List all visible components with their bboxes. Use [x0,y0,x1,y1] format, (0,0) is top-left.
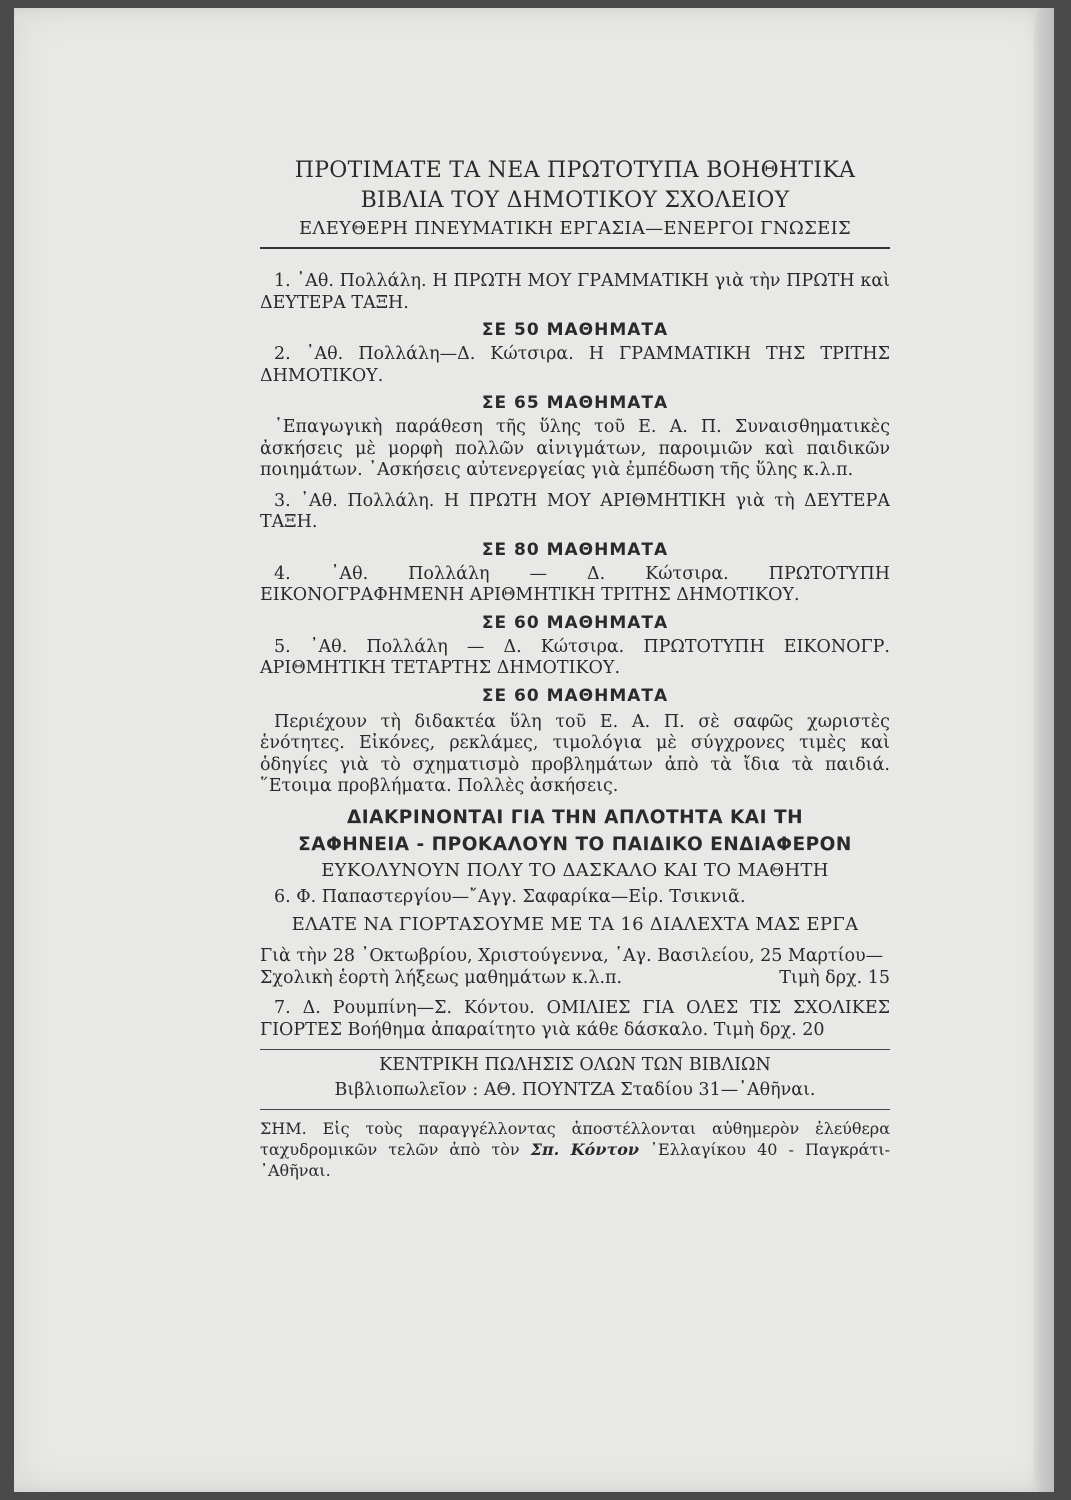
promo-line-1: ΔΙΑΚΡΙΝΟΝΤΑΙ ΓΙΑ ΤΗΝ ΑΠΛΟΤΗΤΑ ΚΑΙ ΤΗ [346,806,804,828]
book-6-authors: 6. Φ. Παπαστεργίου—῎Αγγ. Σαφαρίκα—Εἰρ. Τσικνιᾶ. [274,886,746,907]
note-address: ῾Ελλαγίκου 40 - Παγκράτι- ᾿Αθῆναι. [260,1140,891,1180]
lessons-1: ΣΕ 50 ΜΑΘΗΜΑΤΑ [481,320,669,340]
book-5-description: Περιέχουν τὴ διδακτέα ὕλη τοῦ Ε. Α. Π. σὲ σαφῶς χωριστὲς ἑνότητες. Εἰκόνες, ρεκλάμες, τιμολόγια μὲ σύγχρονες τιμὲς καὶ ὁδηγίες γιὰ τὸ σχηματισμὸ προβλημάτων ἀπὸ τὰ ἴδια τὰ παιδιά. ῞Ετοιμα προβλήματα. Πολλὲς ἀσκήσεις. [260,711,890,796]
promo-line-3: ΕΥΚΟΛΥΝΟΥΝ ΠΟΛΥ ΤΟ ΔΑΣΚΑΛΟ ΚΑΙ ΤΟ ΜΑΘΗΤΗ [321,859,829,881]
promo-line-2: ΣΑΦΗΝΕΙΑ - ΠΡΟΚΑΛΟΥΝ ΤΟ ΠΑΙΔΙΚΟ ΕΝΔΙΑΦΕΡΟΝ [298,833,852,855]
book-2-description: ᾿Επαγωγικὴ παράθεση τῆς ὕλης τοῦ Ε. Α. Π. Συναισθηματικὲς ἀσκήσεις μὲ μορφὴ πολλῶν αἰνιγμάτων, παροιμιῶν καὶ παιδικῶν ποιημάτων. ᾿Ασκήσεις αὐτενεργείας γιὰ ἐμπέδωση τῆς ὕλης κ.λ.π. [260,417,890,480]
book-6-price: Τιμὴ δρχ. 15 [779,967,890,988]
book-7: 7. Δ. Ρουμπίνη—Σ. Κόντου. ΟΜΙΛΙΕΣ ΓΙΑ ΟΛΕΣ ΤΙΣ ΣΧΟΛΙΚΕΣ ΓΙΟΡΤΕΣ Βοήθημα ἀπαραίτητο γιὰ κάθε δάσκαλο. Τιμὴ δρχ. 20 [260,998,890,1040]
header-line-3: ΕΛΕΥΘΕΡΗ ΠΝΕΥΜΑΤΙΚΗ ΕΡΓΑΣΙΑ—ΕΝΕΡΓΟΙ ΓΝΩΣΕΙΣ [298,218,852,239]
page-sheet [14,8,1054,1492]
book-4: 4. ᾿Αθ. Πολλάλη — Δ. Κώτσιρα. ΠΡΩΤΟΤΥΠΗ ΕΙΚΟΝΟΓΡΑΦΗΜΕΝΗ ΑΡΙΘΜΗΤΙΚΗ ΤΡΙΤΗΣ ΔΗΜΟΤΙΚΟΥ. [260,563,890,605]
note [260,1118,890,1181]
header-line-1: ΠΡΟΤΙΜΑΤΕ ΤΑ ΝΕΑ ΠΡΩΤΟΤΥΠΑ ΒΟΗΘΗΤΙΚΑ [294,158,856,183]
book-5: 5. ᾿Αθ. Πολλάλη — Δ. Κώτσιρα. ΠΡΩΤΟΤΥΠΗ ΕΙΚΟΝΟΓΡ. ΑΡΙΘΜΗΤΙΚΗ ΤΕΤΑΡΤΗΣ ΔΗΜΟΤΙΚΟΥ. [260,636,890,678]
book-6-description: Γιὰ τὴν 28 ᾿Οκτωβρίου, Χριστούγεννα, ῾Αγ. Βασιλείου, 25 Μαρτίου— [260,946,884,966]
note-rule [260,1109,890,1110]
book-1: 1. ᾿Αθ. Πολλάλη. Η ΠΡΩΤΗ ΜΟΥ ΓΡΑΜΜΑΤΙΚΗ γιὰ τὴν ΠΡΩΤΗ καὶ ΔΕΥΤΕΡΑ ΤΑΞΗ. [260,271,890,313]
sales-rule [260,1049,890,1050]
lessons-4: ΣΕ 60 ΜΑΘΗΜΑΤΑ [481,612,669,633]
header-line-2: ΒΙΒΛΙΑ ΤΟΥ ΔΗΜΟΤΙΚΟΥ ΣΧΟΛΕΙΟΥ [360,188,790,213]
lessons-3: ΣΕ 80 ΜΑΘΗΜΑΤΑ [481,539,669,560]
book-6-title: ΕΛΑΤΕ ΝΑ ΓΙΟΡΤΑΣΟΥΜΕ ΜΕ ΤΑ 16 ΔΙΑΛΕΧΤΑ ΜΑΣ ΕΡΓΑ [291,914,859,935]
book-3: 3. ᾿Αθ. Πολλάλη. Η ΠΡΩΤΗ ΜΟΥ ΑΡΙΘΜΗΤΙΚΗ γιὰ τὴ ΔΕΥΤΕΡΑ ΤΑΞΗ. [260,490,890,532]
book-2: 2. ᾿Αθ. Πολλάλη—Δ. Κώτσιρα. Η ΓΡΑΜΜΑΤΙΚΗ ΤΗΣ ΤΡΙΤΗΣ ΔΗΜΟΤΙΚΟΥ. [260,344,890,386]
sales-title: ΚΕΝΤΡΙΚΗ ΠΩΛΗΣΙΣ ΟΛΩΝ ΤΩΝ ΒΙΒΛΙΩΝ [379,1055,771,1075]
page-edge [1034,8,1054,1492]
book-6-price-row [260,968,890,990]
book-6-description-2: Σχολικὴ ἑορτὴ λήξεως μαθημάτων κ.λ.π. [260,967,623,988]
lessons-5: ΣΕ 60 ΜΑΘΗΜΑΤΑ [481,685,669,706]
lessons-2: ΣΕ 65 ΜΑΘΗΜΑΤΑ [481,393,669,413]
note-name: Σπ. Κόντον [530,1140,639,1159]
note-text: ΣΗΜ. Εἰς τοὺς παραγγέλλοντας ἀποστέλλονται αὐθημερὸν ἐλεύθερα ταχυδρομικῶν τελῶν ἀπὸ τὸν [260,1119,890,1159]
sales-store: Βιβλιοπωλεῖον : ΑΘ. ΠΟΥΝΤΖΑ Σταδίου 31—᾿Αθῆναι. [334,1080,816,1100]
header [260,156,890,242]
advertisement-content [260,156,890,1181]
